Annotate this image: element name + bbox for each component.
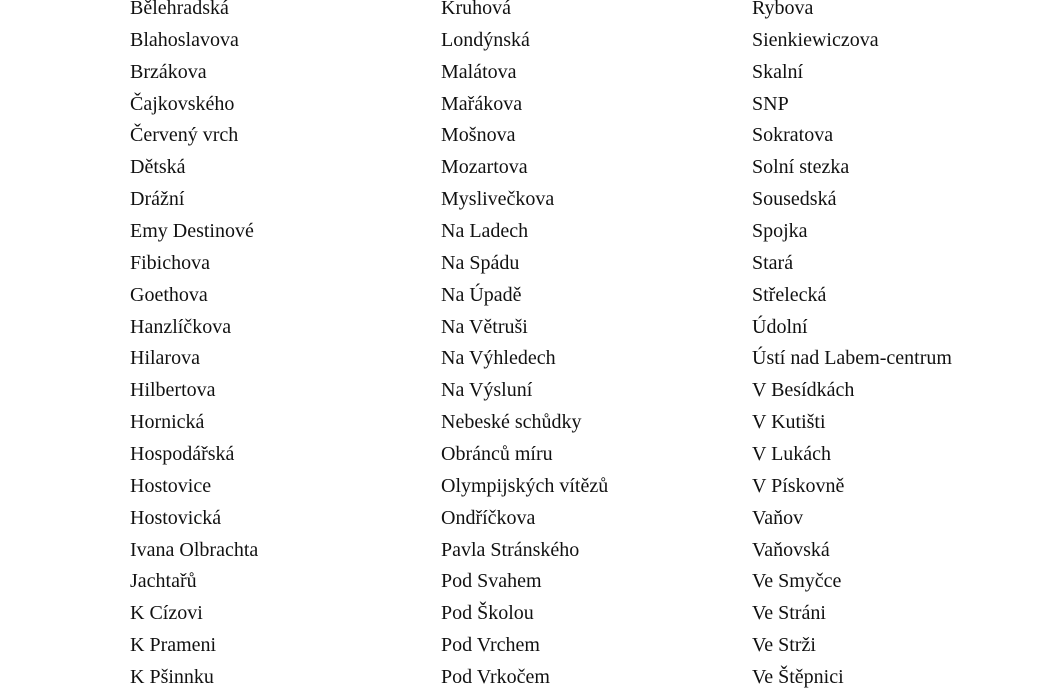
street-name: Hostovická [130,506,222,529]
street-name: Hospodářská [130,443,235,466]
street-name: Mošnova [441,124,516,147]
street-name: Ústí nad Labem-centrum [752,347,952,370]
street-name: Brzákova [130,60,207,83]
street-name: Střelecká [752,283,827,306]
street-name: Pod Školou [441,602,534,625]
street-name: Údolní [752,315,808,338]
street-name: Na Větruši [441,315,528,338]
street-name: Olympijských vítězů [441,474,609,497]
street-name: Na Výsluní [441,379,533,402]
street-name: Vaňov [752,506,804,529]
street-name: Dětská [130,156,186,179]
street-name: Ve Strži [752,634,816,657]
street-name: Hornická [130,411,205,434]
street-name: V Besídkách [752,379,855,402]
street-name: Mařákova [441,92,523,115]
street-name: Emy Destinové [130,220,254,243]
street-name: Londýnská [441,28,530,51]
street-name: Myslivečkova [441,188,555,211]
street-name: Obránců míru [441,443,553,466]
street-list-column-2 [441,0,731,694]
street-name: V Pískovně [752,474,845,497]
street-name: Ondříčkova [441,506,536,529]
street-name: Goethova [130,283,208,306]
street-name: Na Úpadě [441,283,522,306]
street-name: Sokratova [752,124,834,147]
street-name: V Lukách [752,443,832,466]
street-name: V Kutišti [752,411,826,434]
street-name: Pod Svahem [441,570,542,593]
street-name: K Prameni [130,634,217,657]
street-name: Spojka [752,220,808,243]
street-name: Rybova [752,0,814,19]
street-name: Jachtařů [130,570,197,593]
street-name: Na Ladech [441,220,529,243]
street-name: Na Spádu [441,251,520,274]
street-name: Pod Vrchem [441,634,540,657]
street-name: Pod Vrkočem [441,666,550,689]
street-name: Ve Stráni [752,602,826,625]
street-name: Ve Štěpnici [752,666,844,689]
street-name: Skalní [752,60,804,83]
street-name: Ve Smyčce [752,570,842,593]
street-name: Mozartova [441,156,528,179]
street-name: Hilbertova [130,379,216,402]
street-name: K Pšinnku [130,666,214,689]
street-name: Čajkovského [130,92,235,115]
street-name: SNP [752,92,789,115]
street-name: Kruhová [441,0,511,19]
street-name: Blahoslavova [130,28,239,51]
street-name: Ivana Olbrachta [130,538,259,561]
street-name: Stará [752,251,794,274]
street-name: Fibichova [130,251,210,274]
street-name: Červený vrch [130,124,239,147]
street-name: Hostovice [130,474,212,497]
street-list-column-3 [752,0,1052,694]
street-name: Bělehradská [130,0,229,19]
street-name: Na Výhledech [441,347,556,370]
street-name: Malátova [441,60,517,83]
street-name: Hilarova [130,347,200,370]
street-name: Nebeské schůdky [441,411,582,434]
street-name: Solní stezka [752,156,850,179]
street-name: Sienkiewiczova [752,28,879,51]
street-name: Sousedská [752,188,837,211]
street-name: K Cízovi [130,602,203,625]
street-list-column-1 [130,0,420,694]
street-name: Vaňovská [752,538,830,561]
street-name: Hanzlíčkova [130,315,232,338]
street-name: Pavla Stránského [441,538,580,561]
street-name: Drážní [130,188,185,211]
